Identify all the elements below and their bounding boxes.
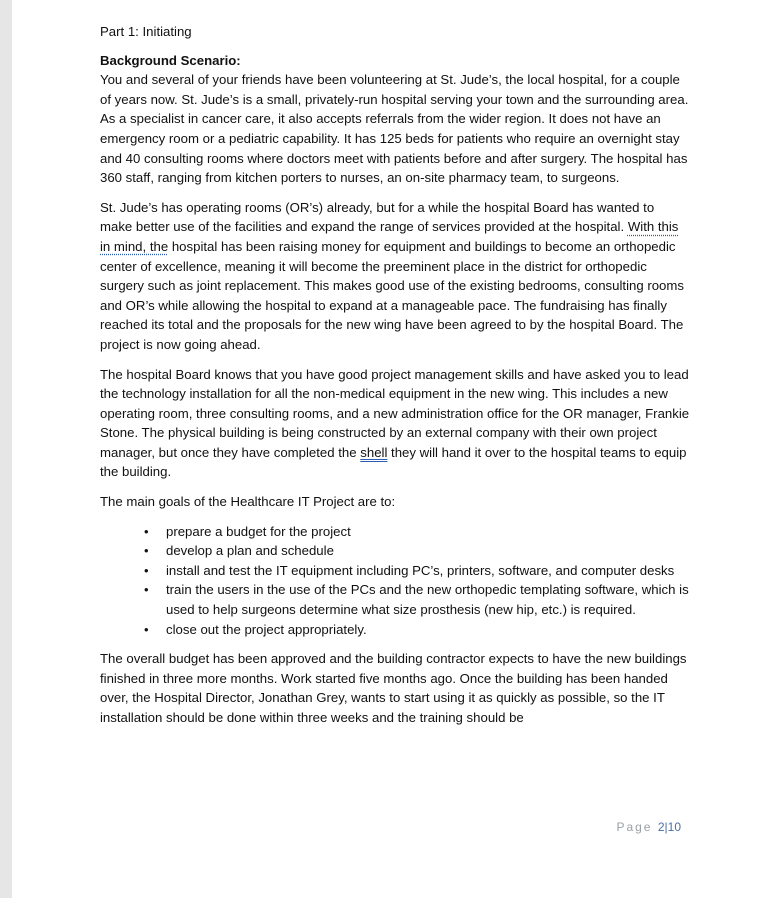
bullet-icon: • xyxy=(144,523,149,539)
list-item xyxy=(144,561,690,581)
bullet-icon: • xyxy=(144,562,149,578)
list-item-text: install and test the IT equipment including PC’s, printers, software, and computer desks xyxy=(166,562,675,578)
paragraph-2-part-a: St. Jude’s has operating rooms (OR’s) already, but for a while the hospital Board has wanted to make better use of the facilities and expand the range of services provided at the hospital. xyxy=(100,199,655,235)
list-item xyxy=(144,580,690,619)
paragraph-3 xyxy=(100,365,690,483)
page-label: Page xyxy=(616,820,653,834)
paragraph-2-part-b: hospital has been raising money for equipment and buildings to become an orthopedic center of excellence, meaning it will become the preeminent place in the district for orthopedic surgery such as joint replacement. This makes good use of the existing bedrooms, consulting rooms and OR’s while allowing the hospital to expand at a manageable pace. The fundraising has finally reached its total and the proposals for the new wing have been agreed to by the hospital Board. The project is now going ahead. xyxy=(100,238,684,352)
section-heading: Background Scenario: xyxy=(100,52,241,68)
paragraph-3-part-b: they will hand it over to the hospital teams to equip the building. xyxy=(100,444,687,480)
paragraph-2 xyxy=(100,198,690,355)
list-item xyxy=(144,541,690,561)
spelling-flag: shell xyxy=(360,444,388,460)
page-content xyxy=(100,22,690,738)
goals-intro: The main goals of the Healthcare IT Project are to: xyxy=(100,494,396,510)
grammar-flag: With this in mind, the xyxy=(100,219,679,254)
paragraph-1: You and several of your friends have been volunteering at St. Jude’s, the local hospital, for a couple of years now. St. Jude’s is a small, privately-run hospital serving your town and the surrounding area. As a specialist in cancer care, it also accepts referrals from the wider region. It does not have an emergency room or a pediatric capability. It has 125 beds for patients who require an overnight stay and 40 consulting rooms where doctors meet with patients before and after surgery. The hospital has 360 staff, ranging from kitchen porters to nurses, an on-site pharmacy team, to surgeons. xyxy=(100,72,689,186)
list-item-text: close out the project appropriately. xyxy=(166,621,367,637)
part-title: Part 1: Initiating xyxy=(100,24,192,39)
bullet-icon: • xyxy=(144,543,149,559)
document-page xyxy=(12,0,767,898)
goals-list xyxy=(100,522,690,640)
paragraph-4: The overall budget has been approved and the building contractor expects to have the new buildings finished in three more months. Work started five months ago. Once the building has been handed over, the Hospital Director, Jonathan Grey, wants to start using it as quickly as possible, so the IT installation should be done within three weeks and the training should be xyxy=(100,651,687,725)
page-footer xyxy=(616,820,681,834)
list-item xyxy=(144,522,690,542)
paragraph-3-part-a: The hospital Board knows that you have good project management skills and have asked you to lead the technology installation for all the non-medical equipment in the new wing. This includes a new operating room, three consulting rooms, and a new administration office for the OR manager, Frankie Stone. The physical building is being constructed by an external company with their own project manager, but once they have completed the xyxy=(100,366,690,460)
bullet-icon: • xyxy=(144,621,149,637)
page-number: 2 xyxy=(657,820,665,834)
bullet-icon: • xyxy=(144,582,149,598)
page-separator: | xyxy=(664,820,668,834)
list-item xyxy=(144,620,690,640)
total-pages: 10 xyxy=(667,820,681,834)
list-item-text: develop a plan and schedule xyxy=(166,543,334,559)
list-item-text: prepare a budget for the project xyxy=(166,523,351,539)
list-item-text: train the users in the use of the PCs and the new orthopedic templating software, which is used to help surgeons determine what size prosthesis (new hip, etc.) is required. xyxy=(166,582,689,618)
